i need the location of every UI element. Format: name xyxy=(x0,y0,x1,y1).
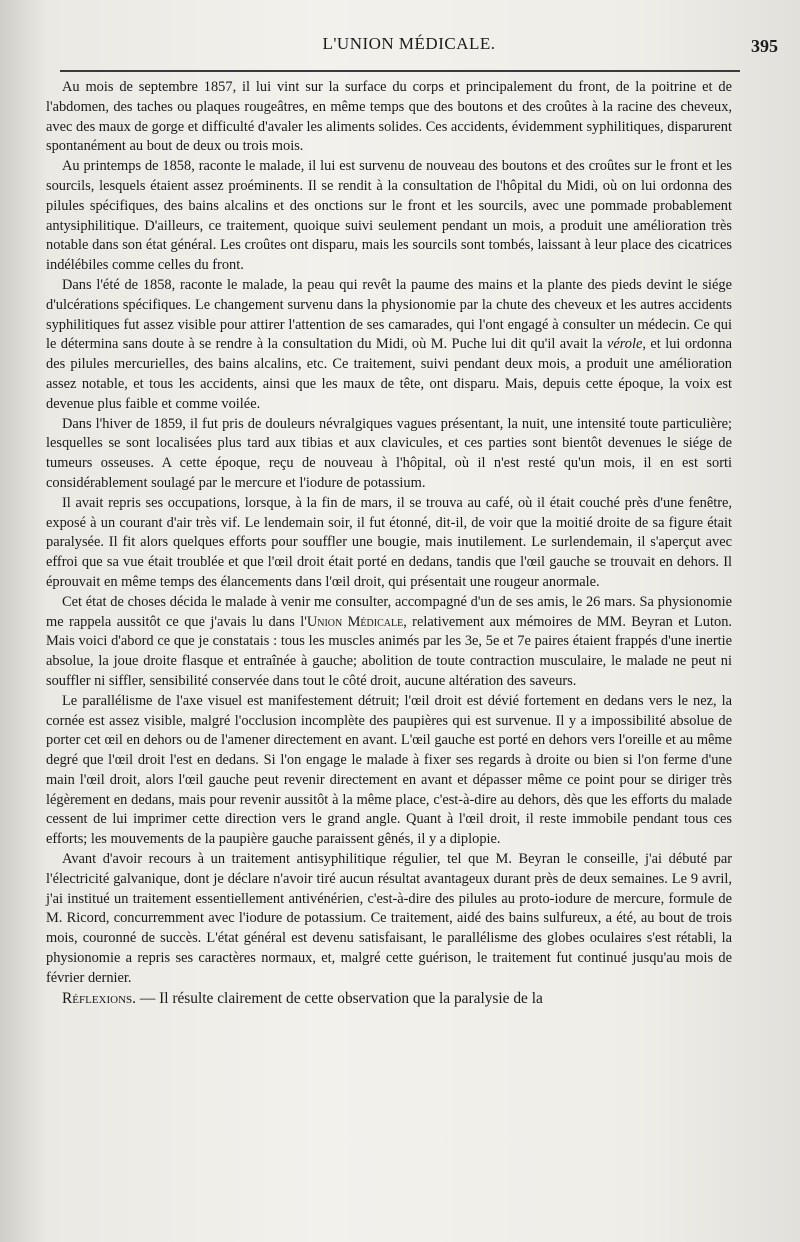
reflexions-text: — Il résulte clairement de cette observation que la paralysie de la xyxy=(136,989,543,1007)
running-head: L'UNION MÉDICALE. xyxy=(322,34,496,53)
paragraph: Avant d'avoir recours à un traitement antisyphilitique régulier, tel que M. Beyran le conseille, j'ai débuté par l'électricité galvanique, dont je déclare n'avoir tiré aucun résultat avantageux durant près de deux semaines. Le 9 avril, j'ai institué un traitement essentiellement antivénérien, c'est-à-dire des pilules au proto-iodure de mercure, formule de M. Ricord, concurremment avec l'iodure de potassium. Ce traitement, aidé des bains sulfureux, a été, au bout de trois mois, couronné de succès. L'état général est devenu satisfaisant, le parallélisme des globes oculaires s'est rétabli, la physionomie a repris ses caractères normaux, et, malgré cette guérison, le traitement fut continué jusqu'au mois de février dernier. xyxy=(46,851,732,986)
paragraph: Le parallélisme de l'axe visuel est manifestement détruit; l'œil droit est dévié fortement en dedans vers le nez, la cornée est assez visible, malgré l'occlusion incomplète des paupières qui est survenue. Il y a impossibilité absolue de porter cet œil en dehors ou de l'amener directement en avant. L'œil gauche est porté en dehors vers l'oreille et au même degré que l'œil droit l'est en dedans. Si l'on engage le malade à fixer ses regards à droite ou bien si l'on ferme d'une main l'œil droit, alors l'œil gauche peut revenir directement en avant et dépasser même ce point pour se diriger très légèrement en dedans, mais pour revenir aussitôt à la même place, c'est-à-dire au dehors, dès que les efforts du malade cessent de lui imprimer cette direction vers le grand angle. Quant à l'œil droit, il reste immobile pendant tous ces efforts; les mouvements de la paupière gauche paraissent gênés, il y a diplopie. xyxy=(46,692,732,848)
page-number: 395 xyxy=(751,36,778,56)
article-body xyxy=(46,78,732,1008)
paragraph: Il avait repris ses occupations, lorsque, à la fin de mars, il se trouva au café, où il était couché près d'une fenêtre, exposé à un courant d'air très vif. Le lendemain soir, il fut étonné, dit-il, de voir que la moitié droite de sa figure était paralysée. Il fit alors quelques efforts pour souffler une bougie, mais inutilement. Le surlendemain, il s'aperçut avec effroi que sa vue était troublée et que l'œil droit était porté en dedans, tandis que l'œil gauche se trouvait en dehors. Il éprouvait en même temps des élancements dans l'œil droit, qui présentait une rougeur anormale. xyxy=(46,494,732,590)
paragraph-text: , et lui ordonna des pilules mercurielles, des bains alcalins, etc. Ce traitement, suivi pendant deux mois, a produit une amélioration assez notable, et tous les accidents, ainsi que les maux de tête, ont disparu. Mais, depuis cette époque, la voix est devenue plus faible et comme voilée. xyxy=(46,336,732,412)
reflexions-lead: Réflexions. xyxy=(62,989,137,1007)
journal-name: Union Médicale xyxy=(306,613,404,630)
paragraph-text: , relativement aux mémoires de MM. Beyran et Luton. Mais voici d'abord ce que je constatais : tous les muscles animés par les 3e, 5e et 7e paires étaient frappés d'une inertie absolue, la joue droite flasque et entraînée à gauche; abolition de toute contraction musculaire, le malade ne peut ni souffler ni siffler, sensibilité conservée dans tout le côté droit, aucune altération des saveurs. xyxy=(46,613,732,689)
paragraph-text: Cet état de choses décida le malade à venir me consulter, accompagné d'un de ses amis, le 26 mars. Sa physionomie me rappela aussitôt ce que j'avais lu dans l' xyxy=(46,593,732,630)
paragraph: Au mois de septembre 1857, il lui vint sur la surface du corps et principalement du front, de la poitrine et de l'abdomen, des taches ou plaques rougeâtres, en même temps que des boutons et des croûtes à la racine des cheveux, avec des maux de gorge et difficulté d'avaler les aliments solides. Ces accidents, évidemment syphilitiques, disparurent spontanément au bout de deux ou trois mois. xyxy=(46,79,732,155)
paragraph xyxy=(46,593,732,692)
paragraph: Au printemps de 1858, raconte le malade, il lui est survenu de nouveau des boutons et des croûtes sur le front et les sourcils, lesquels étaient assez proéminents. Il se rendit à la consultation de l'hôpital du Midi, où on lui ordonna des pilules spécifiques, des bains alcalins et des onctions sur le front et les sourcils, avec une pommade probablement antysiphilitique. D'ailleurs, ce traitement, quoique suivi seulement pendant un mois, a produit une amélioration très notable dans son état général. Les croûtes ont disparu, mais les sourcils sont tombés, laissant à leur place des cicatrices indélébiles comme celles du front. xyxy=(46,158,732,274)
page-header xyxy=(40,34,778,64)
reflexions-heading xyxy=(46,989,732,1009)
paragraph xyxy=(46,276,732,415)
paragraph: Dans l'hiver de 1859, il fut pris de douleurs névralgiques vagues présentant, la nuit, une intensité toute particulière; lesquelles se sont localisées plus tard aux tibias et aux clavicules, et ces parties sont bientôt devenues le siége de tumeurs osseuses. A cette époque, reçu de nouveau à l'hôpital, où il n'est resté qu'un mois, il en est sorti considérablement soulagé par le mercure et l'iodure de potassium. xyxy=(46,415,732,491)
paragraph-text: Dans l'été de 1858, raconte le malade, la peau qui revêt la paume des mains et la plante des pieds devint le siége d'ulcérations spécifiques. Le changement survenu dans la physionomie par la chute des cheveux et les autres accidents syphilitiques fut assez visible pour attirer l'attention de ses camarades, qui l'ont engagé à consulter un médecin. Ce qui le détermina sans doute à se rendre à la consultation du Midi, où M. Puche lui dit qu'il avait la xyxy=(46,276,732,353)
italic-term: vérole xyxy=(606,336,643,353)
header-rule xyxy=(60,70,740,72)
